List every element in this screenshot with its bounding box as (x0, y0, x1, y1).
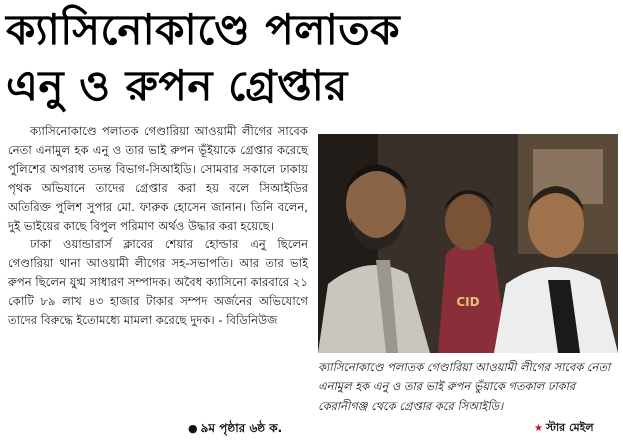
article-paragraph-2: ঢাকা ওয়ান্ডারার্স ক্লাবের শেয়ার হোল্ডার এনু ছিলেন গেণ্ডারিয়া থানা আওয়ামী লীগের সহ-সভাপতি। আর তার ভাই রুপন ছিলেন যুগ্ম সাধারণ সম্পাদক। অবৈধ ক্যাসিনো কারবারে ২১ কোটি ৮৯ লাখ ৪৩ হাজার টাকার সম্পদ অর্জনের অভিযোগে তাদের বিরুদ্ধে ইতোমধ্যে মামলা করেছে দুদক। - বিডিনিউজ (8, 237, 308, 328)
bullet-dot-icon: ● (188, 422, 198, 435)
photo-credit (534, 419, 594, 438)
photo-illustration (318, 134, 618, 353)
headline-line-2: এনু ও রুপন গ্রেপ্তার (6, 61, 348, 110)
article-body (8, 122, 308, 330)
article-paragraph-1: ক্যাসিনোকাণ্ডে পলাতক গেণ্ডারিয়া আওয়ামী লীগের সাবেক নেতা এনামুল হক এনু ও তার ভাই রুপন ভূঁইয়াকে গ্রেপ্তার করেছে পুলিশের অপরাধ তদন্ত বিভাগ-সিআইডি। সোমবার সকালে ঢাকায় পৃথক অভিযানে তাদের গ্রেপ্তার করা হয় বলে সিআইডির অতিরিক্ত পুলিশ সুপার মো. ফারুক হোসেন জানান। তিনি বলেন, দুই ভাইয়ের কাছে বিপুল পরিমাণ অর্থও উদ্ধার করা হয়েছে। (8, 124, 308, 233)
vest-cid-text: CID (456, 295, 480, 309)
news-photo (318, 134, 618, 353)
caption-text: ক্যাসিনোকাণ্ডে পলাতক গেণ্ডারিয়া আওয়ামী লীগের সাবেক নেতা এনামুল হক এনু ও তার ভাই রুপন ভুঁয়াকে গতকাল ঢাকার কেরানীগঞ্জ থেকে গ্রেপ্তার করে সিআইডি। (318, 360, 611, 413)
star-icon: ★ (534, 423, 543, 434)
credit-label: স্টার মেইল (545, 421, 594, 434)
photo-caption (318, 358, 618, 416)
headline-line-1: ক্যাসিনোকাণ্ডে পলাতক (6, 5, 401, 54)
continued-on-page[interactable] (188, 420, 282, 440)
continued-label: ৯ম পৃষ্ঠার ৬ষ্ঠ ক. (200, 421, 283, 435)
headline (6, 2, 618, 114)
